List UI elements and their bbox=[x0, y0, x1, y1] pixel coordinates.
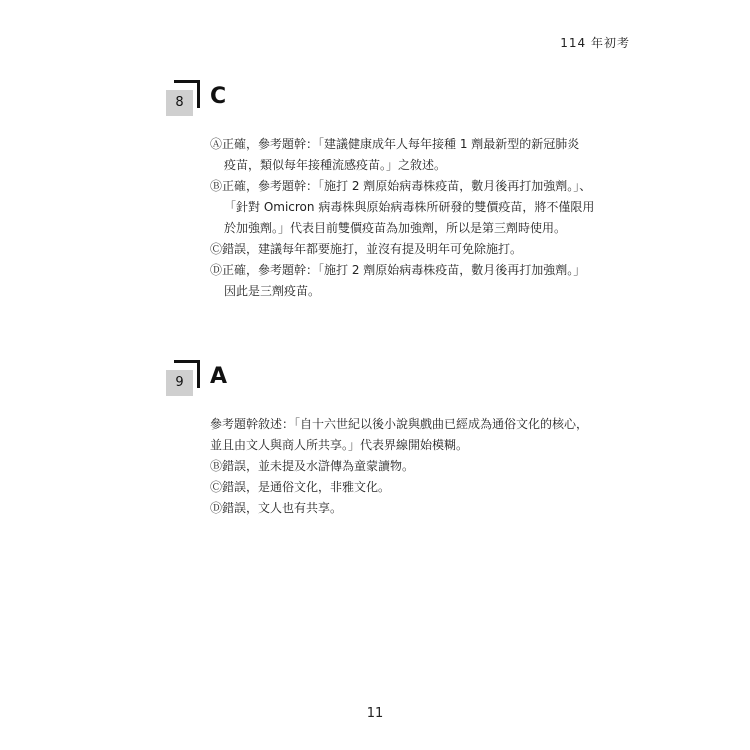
explanation-line: Ⓑ正確，參考題幹：「施打 2 劑原始病毒株疫苗，數月後再打加強劑。」、 bbox=[210, 179, 592, 193]
explanation-line: 「針對 Omicron 病毒株與原始病毒株所研發的雙價疫苗，將不僅限用 bbox=[224, 200, 595, 214]
question-header bbox=[166, 360, 626, 404]
explanation-line: 因此是三劑疫苗。 bbox=[224, 284, 321, 298]
explanation-line: Ⓐ正確，參考題幹：「建議健康成年人每年接種 1 劑最新型的新冠肺炎 bbox=[210, 137, 580, 151]
question-header bbox=[166, 80, 626, 124]
explanation-line: Ⓓ錯誤，文人也有共享。 bbox=[210, 501, 343, 515]
explanation-line: 疫苗，類似每年接種流感疫苗。」之敘述。 bbox=[224, 158, 447, 172]
explanation-line: 於加強劑。」代表目前雙價疫苗為加強劑，所以是第三劑時使用。 bbox=[224, 221, 567, 235]
answer-letter: C bbox=[210, 84, 227, 109]
question-9-block bbox=[166, 360, 626, 519]
explanation bbox=[210, 414, 626, 519]
explanation-line: Ⓓ正確，參考題幹：「施打 2 劑原始病毒株疫苗，數月後再打加強劑。」 bbox=[210, 263, 586, 277]
explanation-line: 並且由文人與商人所共享。」代表界線開始模糊。 bbox=[210, 438, 469, 452]
explanation-line: Ⓒ錯誤，是通俗文化，非雅文化。 bbox=[210, 480, 391, 494]
question-number: 9 bbox=[166, 370, 193, 396]
question-8-block bbox=[166, 80, 626, 302]
answer-letter: A bbox=[210, 364, 228, 389]
explanation-line: Ⓒ錯誤，建議每年都要施打，並沒有提及明年可免除施打。 bbox=[210, 242, 523, 256]
explanation-line: Ⓑ錯誤，並未提及水滸傳為童蒙讀物。 bbox=[210, 459, 415, 473]
question-number: 8 bbox=[166, 90, 193, 116]
running-header: 114 年初考 bbox=[560, 36, 630, 50]
explanation-line: 參考題幹敘述：「自十六世紀以後小說與戲曲已經成為通俗文化的核心， bbox=[210, 417, 589, 431]
page-number: 11 bbox=[366, 706, 384, 721]
explanation bbox=[210, 134, 626, 302]
